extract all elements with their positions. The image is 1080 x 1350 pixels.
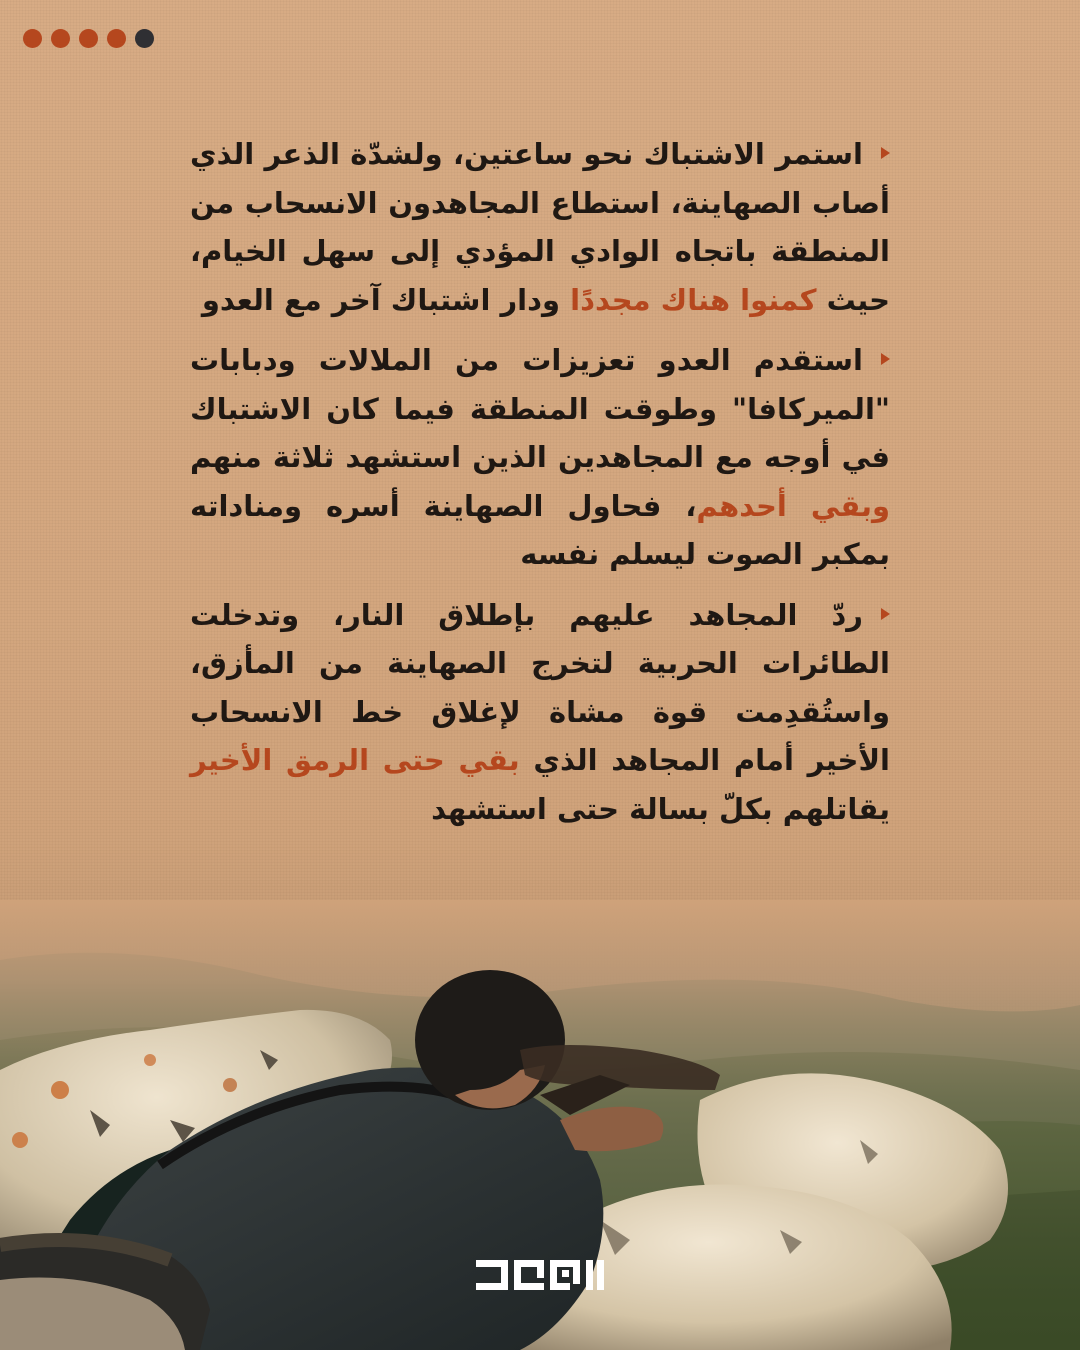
slide-pager (23, 29, 154, 48)
pager-dot[interactable] (51, 29, 70, 48)
pager-dot[interactable] (79, 29, 98, 48)
paragraph-text: استقدم العدو تعزيزات من الملالات ودبابات "الميركافا" وطوقت المنطقة فيما كان الاشتباك في أوجه مع المجاهدين الذين استشهد ثلاثة منهم (190, 343, 890, 474)
bullet-triangle-icon (881, 353, 890, 365)
pager-dot-active[interactable] (135, 29, 154, 48)
paragraph-text: يقاتلهم بكلّ بسالة حتى استشهد (431, 791, 890, 826)
paragraph-text: استمر الاشتباك نحو ساعتين، ولشدّة الذعر الذي أصاب الصهاينة، استطاع المجاهدون الانسحاب من المنطقة باتجاه الوادي المؤدي إلى سهل الخيام، حيث (190, 137, 890, 317)
paragraph-1 (190, 130, 890, 324)
highlighted-phrase: كمنوا هناك مجددًا (570, 282, 817, 317)
bullet-triangle-icon (881, 147, 890, 159)
paragraph-text: ودار اشتباك آخر مع العدو (201, 282, 561, 317)
bullet-triangle-icon (881, 608, 890, 620)
paragraph-2 (190, 336, 890, 579)
pager-dot[interactable] (23, 29, 42, 48)
pager-dot[interactable] (107, 29, 126, 48)
paragraph-text: ، فحاول الصهاينة أسره ومناداته بمكبر الصوت ليسلم نفسه (190, 488, 890, 571)
brand-logo (476, 1258, 604, 1292)
paragraph-3 (190, 591, 890, 834)
article-text (190, 130, 890, 845)
highlighted-phrase: بقي حتى الرمق الأخير (190, 743, 520, 777)
highlighted-phrase: وبقي أحدهم (696, 488, 891, 523)
paragraph-text: ردّ المجاهد عليهم بإطلاق النار، وتدخلت الطائرات الحربية لتخرج الصهاينة من المأزق، واستُقدِمت قوة مشاة لإغلاق خط الانسحاب الأخير أمام المجاهد الذي (190, 597, 890, 777)
